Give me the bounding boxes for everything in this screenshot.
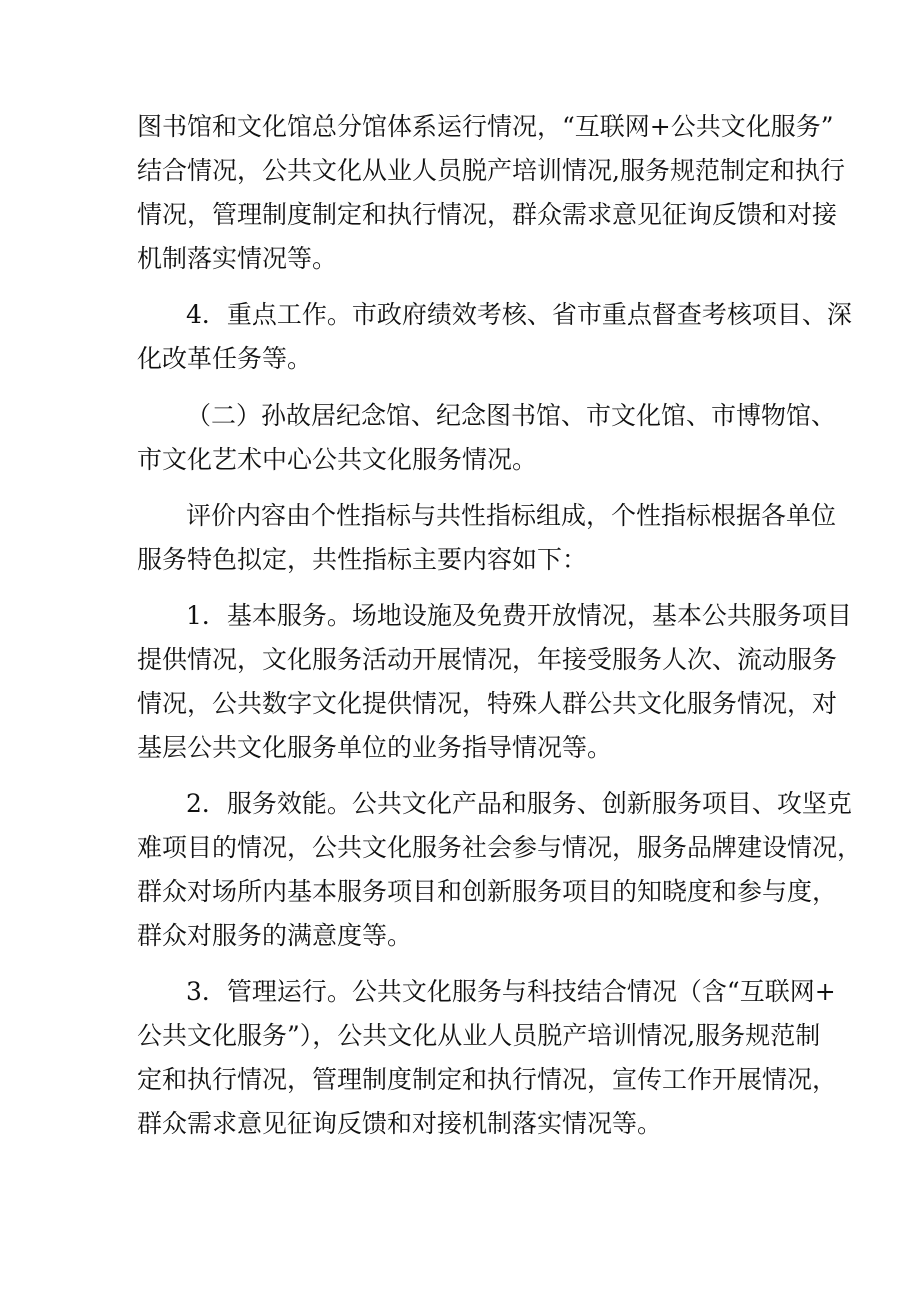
text-line-12: 提供情况，文化服务活动开展情况，年接受服务人次、流动服务 [137, 645, 838, 674]
text-line-16: 难项目的情况，公共文化服务社会参与情况，服务品牌建设情况， [137, 833, 863, 862]
text-line-13: 情况，公共数字文化提供情况，特殊人群公共文化服务情况，对 [137, 689, 838, 718]
section-heading-continued: 市文化艺术中心公共文化服务情况。 [137, 445, 538, 474]
text-line-14: 基层公共文化服务单位的业务指导情况等。 [137, 733, 613, 762]
text-line-9: 评价内容由个性指标与共性指标组成，个性指标根据各单位 [186, 501, 837, 530]
text-line-4: 机制落实情况等。 [137, 244, 338, 273]
text-line-20: 公共文化服务”），公共文化从业人员脱产培训情况,服务规范制 [137, 1021, 821, 1050]
text-line-1: 图书馆和文化馆总分馆体系运行情况，“互联网+公共文化服务” [137, 112, 834, 141]
text-line-2: 结合情况，公共文化从业人员脱产培训情况,服务规范制定和执行 [137, 156, 845, 185]
text-line-10: 服务特色拟定，共性指标主要内容如下： [137, 545, 588, 574]
text-line-5: 4．重点工作。市政府绩效考核、省市重点督查考核项目、深 [186, 300, 852, 329]
text-line-21: 定和执行情况，管理制度制定和执行情况，宣传工作开展情况， [137, 1065, 838, 1094]
text-line-17: 群众对场所内基本服务项目和创新服务项目的知晓度和参与度， [137, 877, 838, 906]
text-line-22: 群众需求意见征询反馈和对接机制落实情况等。 [137, 1109, 663, 1138]
text-line-19: 3．管理运行。公共文化服务与科技结合情况（含“互联网+ [186, 977, 836, 1006]
text-line-15: 2．服务效能。公共文化产品和服务、创新服务项目、攻坚克 [186, 789, 852, 818]
section-heading: （二）孙故居纪念馆、纪念图书馆、市文化馆、市博物馆、 [186, 401, 837, 430]
text-line-6: 化改革任务等。 [137, 344, 313, 373]
text-line-11: 1．基本服务。场地设施及免费开放情况，基本公共服务项目 [186, 601, 852, 630]
text-line-3: 情况，管理制度制定和执行情况，群众需求意见征询反馈和对接 [137, 200, 838, 229]
text-line-18: 群众对服务的满意度等。 [137, 921, 413, 950]
